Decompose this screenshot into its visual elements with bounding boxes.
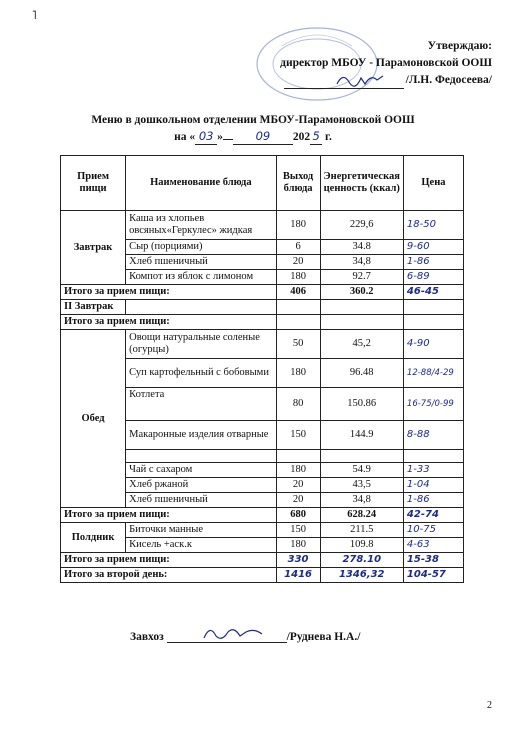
date-mid: » [217, 131, 223, 143]
director-signature [335, 70, 385, 90]
dish-price: 8-88 [403, 421, 463, 450]
manager-signature [200, 622, 270, 644]
dish-kcal: 96.48 [320, 359, 403, 388]
dish-name: Хлеб ржаной [126, 478, 277, 493]
day-total-yield: 1416 [276, 568, 320, 583]
dish-name: Хлеб пшеничный [126, 493, 277, 508]
year-digit: 5 [310, 128, 322, 145]
total-row [61, 315, 464, 330]
page-number: 2 [487, 700, 492, 711]
day-total-kcal: 1346,32 [320, 568, 403, 583]
menu-table [60, 155, 464, 583]
date-day: 03 [195, 128, 217, 145]
dish-name [126, 450, 277, 463]
header-yield: Выход блюда [276, 156, 320, 211]
total-kcal: 628.24 [320, 508, 403, 523]
dish-name: Сыр (порциями) [126, 240, 277, 255]
table-row [61, 211, 464, 240]
dish-price: 12-88/4-29 [403, 359, 463, 388]
day-total-price: 104-57 [403, 568, 463, 583]
approval-position: директор МБОУ - Парамоновской ООШ [280, 57, 492, 69]
dish-price: 18-50 [403, 211, 463, 240]
date-month: 09 [233, 128, 293, 145]
total-price: 15-38 [403, 553, 463, 568]
total-yield: 406 [276, 285, 320, 300]
table-row [61, 523, 464, 538]
table-row [61, 330, 464, 359]
dish-yield: 6 [276, 240, 320, 255]
dish-yield: 150 [276, 523, 320, 538]
header-dish: Наименование блюда [126, 156, 277, 211]
empty-cell [320, 315, 403, 330]
dish-yield: 180 [276, 211, 320, 240]
date-gap [223, 139, 233, 140]
dish-kcal: 144.9 [320, 421, 403, 450]
title-date [0, 128, 506, 145]
dish-price: 4-90 [403, 330, 463, 359]
dish-price: 6-89 [403, 270, 463, 285]
dish-price: 16-75/0-99 [403, 388, 463, 421]
dish-kcal [320, 450, 403, 463]
dish-name: Макаронные изделия отварные [126, 421, 277, 450]
dish-name: Каша из хлопьев овсяных«Геркулес» жидкая [126, 211, 277, 240]
date-prefix: на « [174, 131, 196, 143]
empty-cell [403, 315, 463, 330]
dish-name: Компот из яблок с лимоном [126, 270, 277, 285]
header-kcal: Энергетическая ценность (ккал) [320, 156, 403, 211]
meal-lunch: Обед [61, 330, 126, 508]
empty-cell [276, 300, 320, 315]
year-prefix: 202 [292, 131, 311, 143]
total-kcal: 278.10 [320, 553, 403, 568]
empty-cell [276, 315, 320, 330]
dish-yield: 20 [276, 493, 320, 508]
total-row [61, 285, 464, 300]
dish-name: Котлета [126, 388, 277, 421]
total-row [61, 553, 464, 568]
day-total-row [61, 568, 464, 583]
total-kcal: 360.2 [320, 285, 403, 300]
dish-name: Суп картофельный с бобовыми [126, 359, 277, 388]
empty-cell [403, 300, 463, 315]
meal-second-breakfast: II Завтрак [61, 300, 126, 315]
dish-kcal: 109.8 [320, 538, 403, 553]
total-label: Итого за прием пищи: [61, 315, 277, 330]
dish-kcal: 150.86 [320, 388, 403, 421]
document-title [0, 112, 506, 145]
approval-heading: Утверждаю: [427, 40, 492, 52]
dish-price: 9-60 [403, 240, 463, 255]
dish-yield: 20 [276, 255, 320, 270]
dish-name: Хлеб пшеничный [126, 255, 277, 270]
dish-yield: 180 [276, 538, 320, 553]
total-yield: 330 [276, 553, 320, 568]
empty-cell [320, 300, 403, 315]
year-suffix: г. [322, 131, 332, 143]
total-yield: 680 [276, 508, 320, 523]
total-label: Итого за прием пищи: [61, 553, 277, 568]
meal-snack: Полдник [61, 523, 126, 553]
table-row [61, 300, 464, 315]
dish-yield: 180 [276, 270, 320, 285]
dish-kcal: 43,5 [320, 478, 403, 493]
dish-yield [276, 450, 320, 463]
dish-price: 1-86 [403, 493, 463, 508]
approval-name: /Л.Н. Федосеева/ [405, 74, 492, 86]
dish-kcal: 92.7 [320, 270, 403, 285]
day-total-label: Итого за второй день: [61, 568, 277, 583]
title-line: Меню в дошкольном отделении МБОУ-Парамоновской ООШ [91, 114, 415, 126]
meal-breakfast: Завтрак [61, 211, 126, 285]
dish-kcal: 45,2 [320, 330, 403, 359]
dish-name: Кисель +аск.к [126, 538, 277, 553]
empty-cell [126, 300, 277, 315]
dish-price: 1-86 [403, 255, 463, 270]
total-label: Итого за прием пищи: [61, 508, 277, 523]
dish-yield: 80 [276, 388, 320, 421]
dish-name: Биточки манные [126, 523, 277, 538]
total-label: Итого за прием пищи: [61, 285, 277, 300]
dish-kcal: 34,8 [320, 493, 403, 508]
total-price: 42-74 [403, 508, 463, 523]
dish-yield: 180 [276, 359, 320, 388]
dish-kcal: 54.9 [320, 463, 403, 478]
total-row [61, 508, 464, 523]
dish-kcal: 34,8 [320, 255, 403, 270]
dish-yield: 50 [276, 330, 320, 359]
dish-price [403, 450, 463, 463]
dish-price: 1-33 [403, 463, 463, 478]
dish-name: Овощи натуральные соленые (огурцы) [126, 330, 277, 359]
table-header-row [61, 156, 464, 211]
dish-price: 10-75 [403, 523, 463, 538]
dish-name: Чай с сахаром [126, 463, 277, 478]
corner-mark: ˥ [32, 8, 37, 22]
dish-yield: 150 [276, 421, 320, 450]
total-price: 46-45 [403, 285, 463, 300]
footer-label: Завхоз [130, 631, 164, 643]
footer-name: /Руднева Н.А./ [286, 631, 361, 643]
dish-kcal: 229,6 [320, 211, 403, 240]
dish-kcal: 34.8 [320, 240, 403, 255]
header-meal: Прием пищи [61, 156, 126, 211]
dish-kcal: 211.5 [320, 523, 403, 538]
dish-yield: 180 [276, 463, 320, 478]
header-price: Цена [403, 156, 463, 211]
dish-yield: 20 [276, 478, 320, 493]
dish-price: 1-04 [403, 478, 463, 493]
dish-price: 4-63 [403, 538, 463, 553]
